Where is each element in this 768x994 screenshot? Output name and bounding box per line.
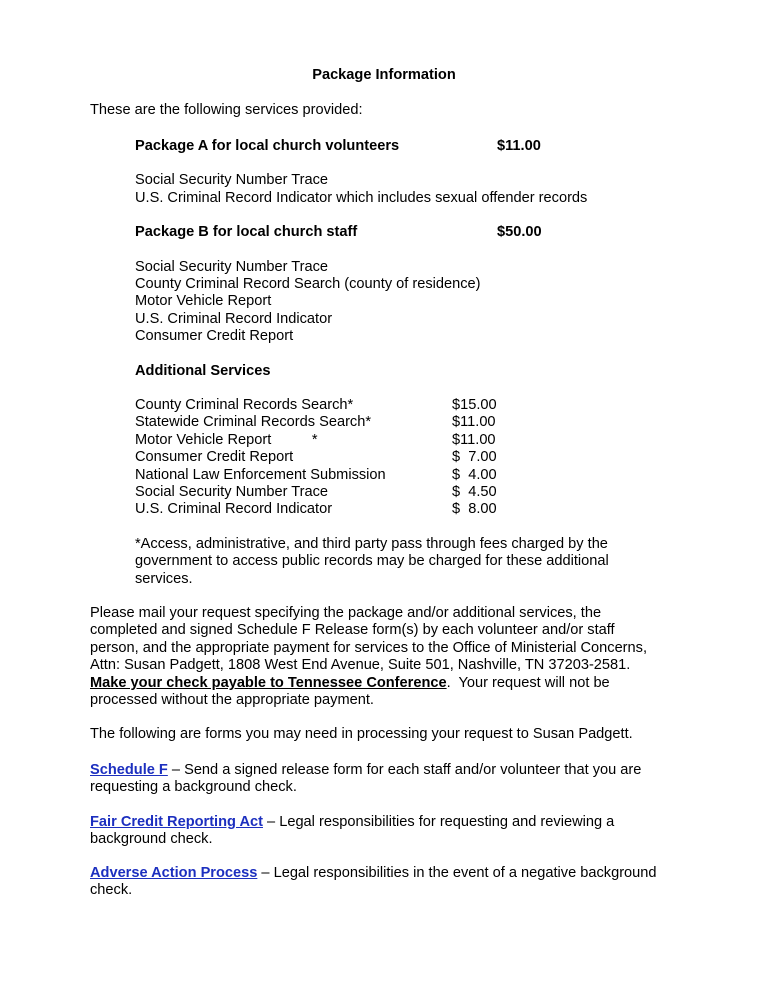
package-b-heading: Package B for local church staff bbox=[135, 224, 358, 240]
additional-services-heading: Additional Services bbox=[135, 363, 271, 379]
package-b-item: Consumer Credit Report bbox=[135, 328, 294, 344]
package-b-item: U.S. Criminal Record Indicator bbox=[135, 311, 333, 327]
adverse-action-description: – Legal responsibilities in the event of a negative background bbox=[257, 865, 657, 881]
additional-service-price: $11.00 bbox=[452, 414, 496, 430]
schedule-f-description: – Send a signed release form for each staff and/or volunteer that you are bbox=[167, 762, 642, 778]
package-a-item: U.S. Criminal Record Indicator which includes sexual offender records bbox=[135, 190, 588, 206]
additional-service-label: Social Security Number Trace bbox=[135, 484, 329, 500]
additional-service-price: $ 4.50 bbox=[452, 484, 497, 500]
package-b-item: County Criminal Record Search (county of residence) bbox=[135, 276, 481, 292]
adverse-action-process-link[interactable]: Adverse Action Process bbox=[90, 865, 258, 881]
footnote-line: government to access public records may be charged for these additional bbox=[135, 553, 609, 569]
additional-service-price: $11.00 bbox=[452, 432, 496, 448]
additional-service-price: $ 7.00 bbox=[452, 449, 497, 465]
footnote-line: services. bbox=[135, 571, 193, 587]
adverse-action-description-cont: check. bbox=[90, 882, 133, 898]
footnote-line: *Access, administrative, and third party pass through fees charged by the bbox=[135, 536, 608, 552]
mail-instructions-line: completed and signed Schedule F Release form(s) by each volunteer and/or staff bbox=[90, 622, 615, 638]
additional-service-price: $15.00 bbox=[452, 397, 497, 413]
additional-service-label: County Criminal Records Search* bbox=[135, 397, 354, 413]
package-b-price: $50.00 bbox=[497, 224, 542, 240]
form-entry-schedule-f bbox=[90, 762, 641, 779]
mail-instructions-line: person, and the appropriate payment for services to the Office of Ministerial Concerns, bbox=[90, 640, 648, 656]
forms-intro: The following are forms you may need in processing your request to Susan Padgett. bbox=[90, 726, 633, 742]
additional-service-label: Consumer Credit Report bbox=[135, 449, 294, 465]
mail-instructions-line: processed without the appropriate payment. bbox=[90, 692, 374, 708]
additional-service-price: $ 4.00 bbox=[452, 467, 497, 483]
schedule-f-description-cont: requesting a background check. bbox=[90, 779, 297, 795]
package-a-price: $11.00 bbox=[497, 138, 541, 154]
form-entry-fair-credit bbox=[90, 814, 614, 831]
additional-service-label: National Law Enforcement Submission bbox=[135, 467, 386, 483]
additional-service-label: U.S. Criminal Record Indicator bbox=[135, 501, 333, 517]
mail-instructions-line: Attn: Susan Padgett, 1808 West End Avenue, Suite 501, Nashville, TN 37203-2581. bbox=[90, 657, 631, 673]
package-b-item: Social Security Number Trace bbox=[135, 259, 329, 275]
fair-credit-description-cont: background check. bbox=[90, 831, 213, 847]
package-a-heading: Package A for local church volunteers bbox=[135, 138, 400, 154]
fair-credit-description: – Legal responsibilities for requesting and reviewing a bbox=[262, 814, 615, 830]
additional-service-price: $ 8.00 bbox=[452, 501, 497, 517]
schedule-f-link[interactable]: Schedule F bbox=[90, 762, 168, 778]
mail-instructions-after-emphasis: . Your request will not be bbox=[446, 675, 610, 691]
intro-text: These are the following services provided: bbox=[90, 102, 363, 118]
form-entry-adverse-action bbox=[90, 865, 657, 882]
package-b-item: Motor Vehicle Report bbox=[135, 293, 272, 309]
mail-instructions-line: Please mail your request specifying the package and/or additional services, the bbox=[90, 605, 602, 621]
page-title: Package Information bbox=[312, 67, 456, 83]
mail-instructions-emphasis-line bbox=[90, 675, 610, 692]
fair-credit-reporting-act-link[interactable]: Fair Credit Reporting Act bbox=[90, 814, 263, 830]
additional-service-label: Motor Vehicle Report * bbox=[135, 432, 318, 448]
additional-service-label: Statewide Criminal Records Search* bbox=[135, 414, 372, 430]
package-a-item: Social Security Number Trace bbox=[135, 172, 329, 188]
check-payable-emphasis: Make your check payable to Tennessee Conference bbox=[90, 675, 447, 691]
